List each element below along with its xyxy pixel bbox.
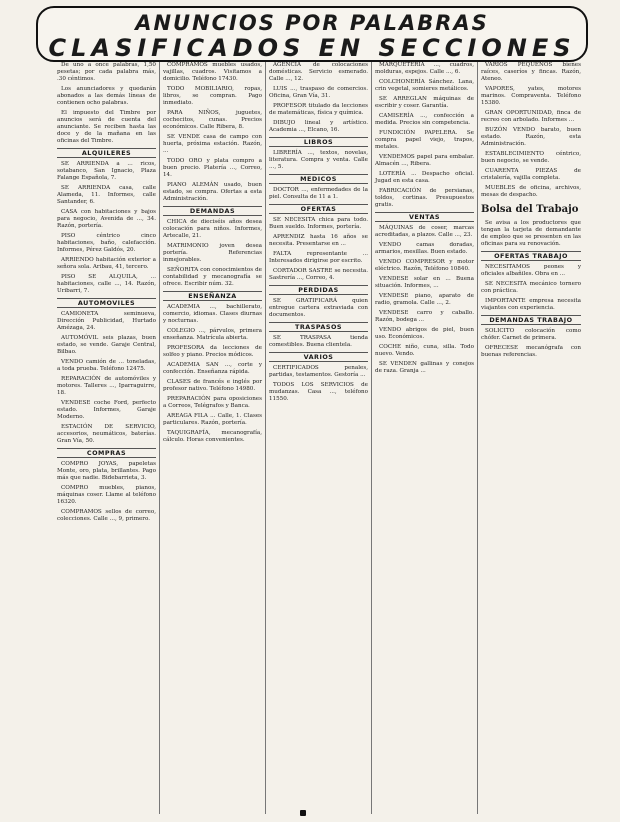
classified-ad: SOLICITO colocación como chófer. Carnet de primera. [481, 328, 581, 341]
classified-ad: TODOS LOS SERVICIOS de mudanzas. Casa ..., teléfono 11550. [269, 382, 368, 402]
classified-ad: CAMIONETA seminueva, Dirección Publicidad, Hurtado Amézaga, 24. [57, 311, 156, 331]
classified-ad: OFRECESE mecanógrafa con buenas referencias. [481, 345, 581, 358]
classified-ad: VENDO COMPRESOR y motor eléctrico. Razón, Teléfono 10840. [375, 259, 474, 272]
section-heading: VENTAS [375, 212, 474, 222]
classified-ad: COLCHONERÍA Sánchez. Lana, crin vegetal, somieres metálicos. [375, 79, 474, 92]
section-heading: AUTOMOVILES [57, 298, 156, 308]
section-heading: OFERTAS [269, 204, 368, 214]
classified-ad: ACADEMIA SAN ..., corte y confección. Enseñanza rápida. [163, 362, 262, 375]
classified-ad: PARA NIÑOS, juguetes, cochecitos, cunas. Precios económicos. Calle Ribera, 8. [163, 110, 262, 130]
section-heading: OFERTAS TRABAJO [481, 251, 581, 261]
classified-ad: VENDESE solar en ... Buena situación. Informes, ... [375, 276, 474, 289]
classified-ad: MÁQUINAS de coser, marcas acreditadas, a plazos. Calle ..., 23. [375, 225, 474, 238]
column-2 [160, 62, 266, 814]
classified-ad: CERTIFICADOS penales, partidas, testamentos. Gestoría ... [269, 365, 368, 378]
classified-ad: PISO SE ALQUILA, ... habitaciones, calle ..., 14. Razón, Uribarri, 7. [57, 274, 156, 294]
header-title-line2: CLASIFICADOS EN SECCIONES [48, 34, 576, 62]
classified-ad: ESTACIÓN DE SERVICIO, accesorios, neumáticos, baterías. Gran Vía, 50. [57, 424, 156, 444]
classified-ad: FALTA representante ... Interesados dirigirse por escrito. [269, 251, 368, 264]
classified-ad: CLASES de francés e inglés por profesor nativo. Teléfono 14980. [163, 379, 262, 392]
section-title: Bolsa del Trabajo [481, 204, 579, 215]
classified-ad: CAMISERÍA ..., confección a medida. Precios sin competencia. [375, 113, 474, 126]
classified-ad: PIANO ALEMÁN usado, buen estado, se compra. Ofertas a esta Administración. [163, 182, 262, 202]
classified-ad: LIBRERÍA ..., textos, novelas, literatura. Compra y venta. Calle ..., 5. [269, 150, 368, 170]
classified-ad: AUTOMÓVIL seis plazas, buen estado, se vende. Garaje Central, Bilbao. [57, 335, 156, 355]
classified-ad: SE ARREGLAN máquinas de escribir y coser. Garantía. [375, 96, 474, 109]
classified-ad: VENDO abrigos de piel, buen uso. Económicos. [375, 327, 474, 340]
classified-ad: ESTABLECIMIENTO céntrico, buen negocio, se vende. [481, 151, 581, 164]
section-heading: DEMANDAS TRABAJO [481, 315, 581, 325]
classified-ad: SE ARRIENDA a ... ricos, sotabanco, San Ignacio, Plaza Falange Española, 7. [57, 161, 156, 181]
section-heading: ENSEÑANZA [163, 291, 262, 301]
classified-ad: VARIOS PEQUEÑOS bienes raíces, caseríos y fincas. Razón, Ateneo. [481, 62, 581, 82]
classified-ad: SE ARRIENDA casa, calle Alameda, 11. Informes, calle Santander, 6. [57, 185, 156, 205]
classified-ad: COCHE niño, cuna, silla. Todo nuevo. Vendo. [375, 344, 474, 357]
classified-ad: COMPRO JOYAS, papeletas Monte, oro, plata, brillantes. Pago más que nadie. Bidebarrieta, 3. [57, 461, 156, 481]
classified-ad: SE GRATIFICARÁ quien entregue cartera extraviada con documentos. [269, 298, 368, 318]
classified-ad: CHICA de dieciséis años desea colocación para niños. Informes, Artecalle, 21. [163, 219, 262, 239]
classified-ad: PISO céntrico cinco habitaciones, baño, calefacción. Informes, Pérez Galdós, 20. [57, 233, 156, 253]
classified-ad: TODO ORO y plata compro a buen precio. Platería ..., Correo, 14. [163, 158, 262, 178]
classified-ad: VAPORES, yates, motores marinos. Compraventa. Teléfono 15380. [481, 86, 581, 106]
classified-ad: MARQUETERÍA ..., cuadros, molduras, espejos. Calle ..., 6. [375, 62, 474, 75]
column-4 [372, 62, 478, 814]
classified-ad: APRENDIZ hasta 16 años se necesita. Presentarse en ... [269, 234, 368, 247]
classified-ad: De uno a once palabras, 1,50 pesetas; por cada palabra más, .30 céntimos. [57, 62, 156, 82]
classified-ad: DIBUJO lineal y artístico. Academia ..., Elcano, 16. [269, 120, 368, 133]
classified-ad: PREPARACIÓN para oposiciones a Correos, Telégrafos y Banca. [163, 396, 262, 409]
section-heading: COMPRAS [57, 448, 156, 458]
classified-ad: CORTADOR SASTRE se necesita. Sastrería ..., Correo, 4. [269, 268, 368, 281]
classified-ad: COLEGIO ..., párvulos, primera enseñanza. Matrícula abierta. [163, 328, 262, 341]
section-heading: DEMANDAS [163, 206, 262, 216]
classified-ad: ARRIENDO habitación exterior a señora sola. Aribau, 41, tercero. [57, 257, 156, 270]
classified-ad: FABRICACIÓN de persianas, toldos, cortinas. Presupuestos gratis. [375, 188, 474, 208]
column-1 [54, 62, 160, 814]
classified-ad: VENDESE coche Ford, perfecto estado. Informes, Garaje Moderno. [57, 400, 156, 420]
classified-ad: REPARACIÓN de automóviles y motores. Talleres ..., Iparraguirre, 18. [57, 376, 156, 396]
page-header [36, 6, 588, 62]
column-3 [266, 62, 372, 814]
classified-ad: FUNDICIÓN PAPELERA. Se compra papel viejo, trapos, metales. [375, 130, 474, 150]
classified-ad: NECESITAMOS peones y oficiales albañiles. Obra en ... [481, 264, 581, 277]
classified-ad: VENDO camas doradas, armarios, mesillas. Buen estado. [375, 242, 474, 255]
classified-ad: VENDO camión de ... toneladas, a toda prueba. Teléfono 12475. [57, 359, 156, 372]
classified-ad: SE VENDEN gallinas y conejos de raza. Granja ... [375, 361, 474, 374]
classified-ad: TODO MOBILIARIO, ropas, libros, se compran. Pago inmediato. [163, 86, 262, 106]
section-heading: LIBROS [269, 137, 368, 147]
section-heading: PERDIDAS [269, 285, 368, 295]
header-title-line1: ANUNCIOS POR PALABRAS [135, 11, 489, 35]
classified-ad: SE NECESITA chica para todo. Buen sueldo. Informes, portería. [269, 217, 368, 230]
classified-ad: MUEBLES de oficina, archivos, mesas de despacho. [481, 185, 581, 198]
classified-ad: LOTERÍA ... Despacho oficial. Jugad en esta casa. [375, 171, 474, 184]
classified-ad: VENDESE piano, aparato de radio, gramola. Calle ..., 2. [375, 293, 474, 306]
classified-ad: MATRIMONIO joven desea portería. Referencias inmejorables. [163, 243, 262, 263]
classifieds-columns [54, 62, 586, 814]
classified-ad: LUIS ..., traspaso de comercios. Oficina, Gran Vía, 31. [269, 86, 368, 99]
classified-ad: CASA con habitaciones y bajos para negocio, Avenida de ..., 34. Razón, portería. [57, 209, 156, 229]
section-heading: MEDICOS [269, 174, 368, 184]
classified-ad: COMPRO muebles, pianos, máquinas coser. Llame al teléfono 16320. [57, 485, 156, 505]
classified-ad: SEÑORITA con conocimientos de contabilidad y mecanografía se ofrece. Escribir núm. 32. [163, 267, 262, 287]
classified-ad: Se avisa a los productores que tengan la tarjeta de demandante de empleo que se presenten en las oficinas para su renovación. [481, 220, 581, 247]
column-5 [478, 62, 584, 814]
classified-ad: TAQUIGRAFÍA, mecanografía, cálculo. Horas convenientes. [163, 430, 262, 443]
classified-ad: PROFESOR titulado da lecciones de matemáticas, física y química. [269, 103, 368, 116]
classified-ad: ACADEMIA ..., bachillerato, comercio, idiomas. Clases diurnas y nocturnas. [163, 304, 262, 324]
classified-ad: GRAN OPORTUNIDAD, finca de recreo con arbolado. Informes ... [481, 110, 581, 123]
section-heading: ALQUILERES [57, 148, 156, 158]
classified-ad: COMPRAMOS muebles usados, vajillas, cuadros. Visitamos a domicilio. Teléfono 17430. [163, 62, 262, 82]
classified-ad: PROFESORA da lecciones de solfeo y piano. Precios módicos. [163, 345, 262, 358]
section-heading: VARIOS [269, 352, 368, 362]
classified-ad: El impuesto del Timbre por anuncios será de cuenta del anunciante. Se reciben hasta las doce y de la mañana en las oficinas del Timbre. [57, 110, 156, 144]
classified-ad: AGENCIA de colocaciones domésticas. Servicio esmerado. Calle ..., 12. [269, 62, 368, 82]
classified-ad: SE VENDE casa de campo con huerta, próxima estación. Razón, ... [163, 134, 262, 154]
classified-ad: IMPORTANTE empresa necesita viajantes con experiencia. [481, 298, 581, 311]
classified-ad: AREAGA FILA ... Calle, 1. Clases particulares. Razón, portería. [163, 413, 262, 426]
classified-ad: VENDEMOS papel para embalar. Almacén ..., Ribera. [375, 154, 474, 167]
classified-ad: CUARENTA PIEZAS de cristalería, vajilla completa. [481, 168, 581, 181]
page-mark [300, 810, 306, 816]
classified-ad: VENDESE carro y caballo. Razón, bodega ... [375, 310, 474, 323]
classified-ad: Los anunciadores y quedarán abonados a las demás líneas de contienen ocho palabras. [57, 86, 156, 106]
classified-ad: COMPRAMOS sellos de correo, colecciones. Calle ..., 9, primero. [57, 509, 156, 522]
classified-ad: DOCTOR ..., enfermedades de la piel. Consulta de 11 a 1. [269, 187, 368, 200]
classified-ad: SE NECESITA mecánico tornero con práctica. [481, 281, 581, 294]
classified-ad: BUZÓN VENDO barato, buen estado. Razón, esta Administración. [481, 127, 581, 147]
section-heading: TRASPASOS [269, 322, 368, 332]
classified-ad: SE TRASPASA tienda comestibles. Buena clientela. [269, 335, 368, 348]
